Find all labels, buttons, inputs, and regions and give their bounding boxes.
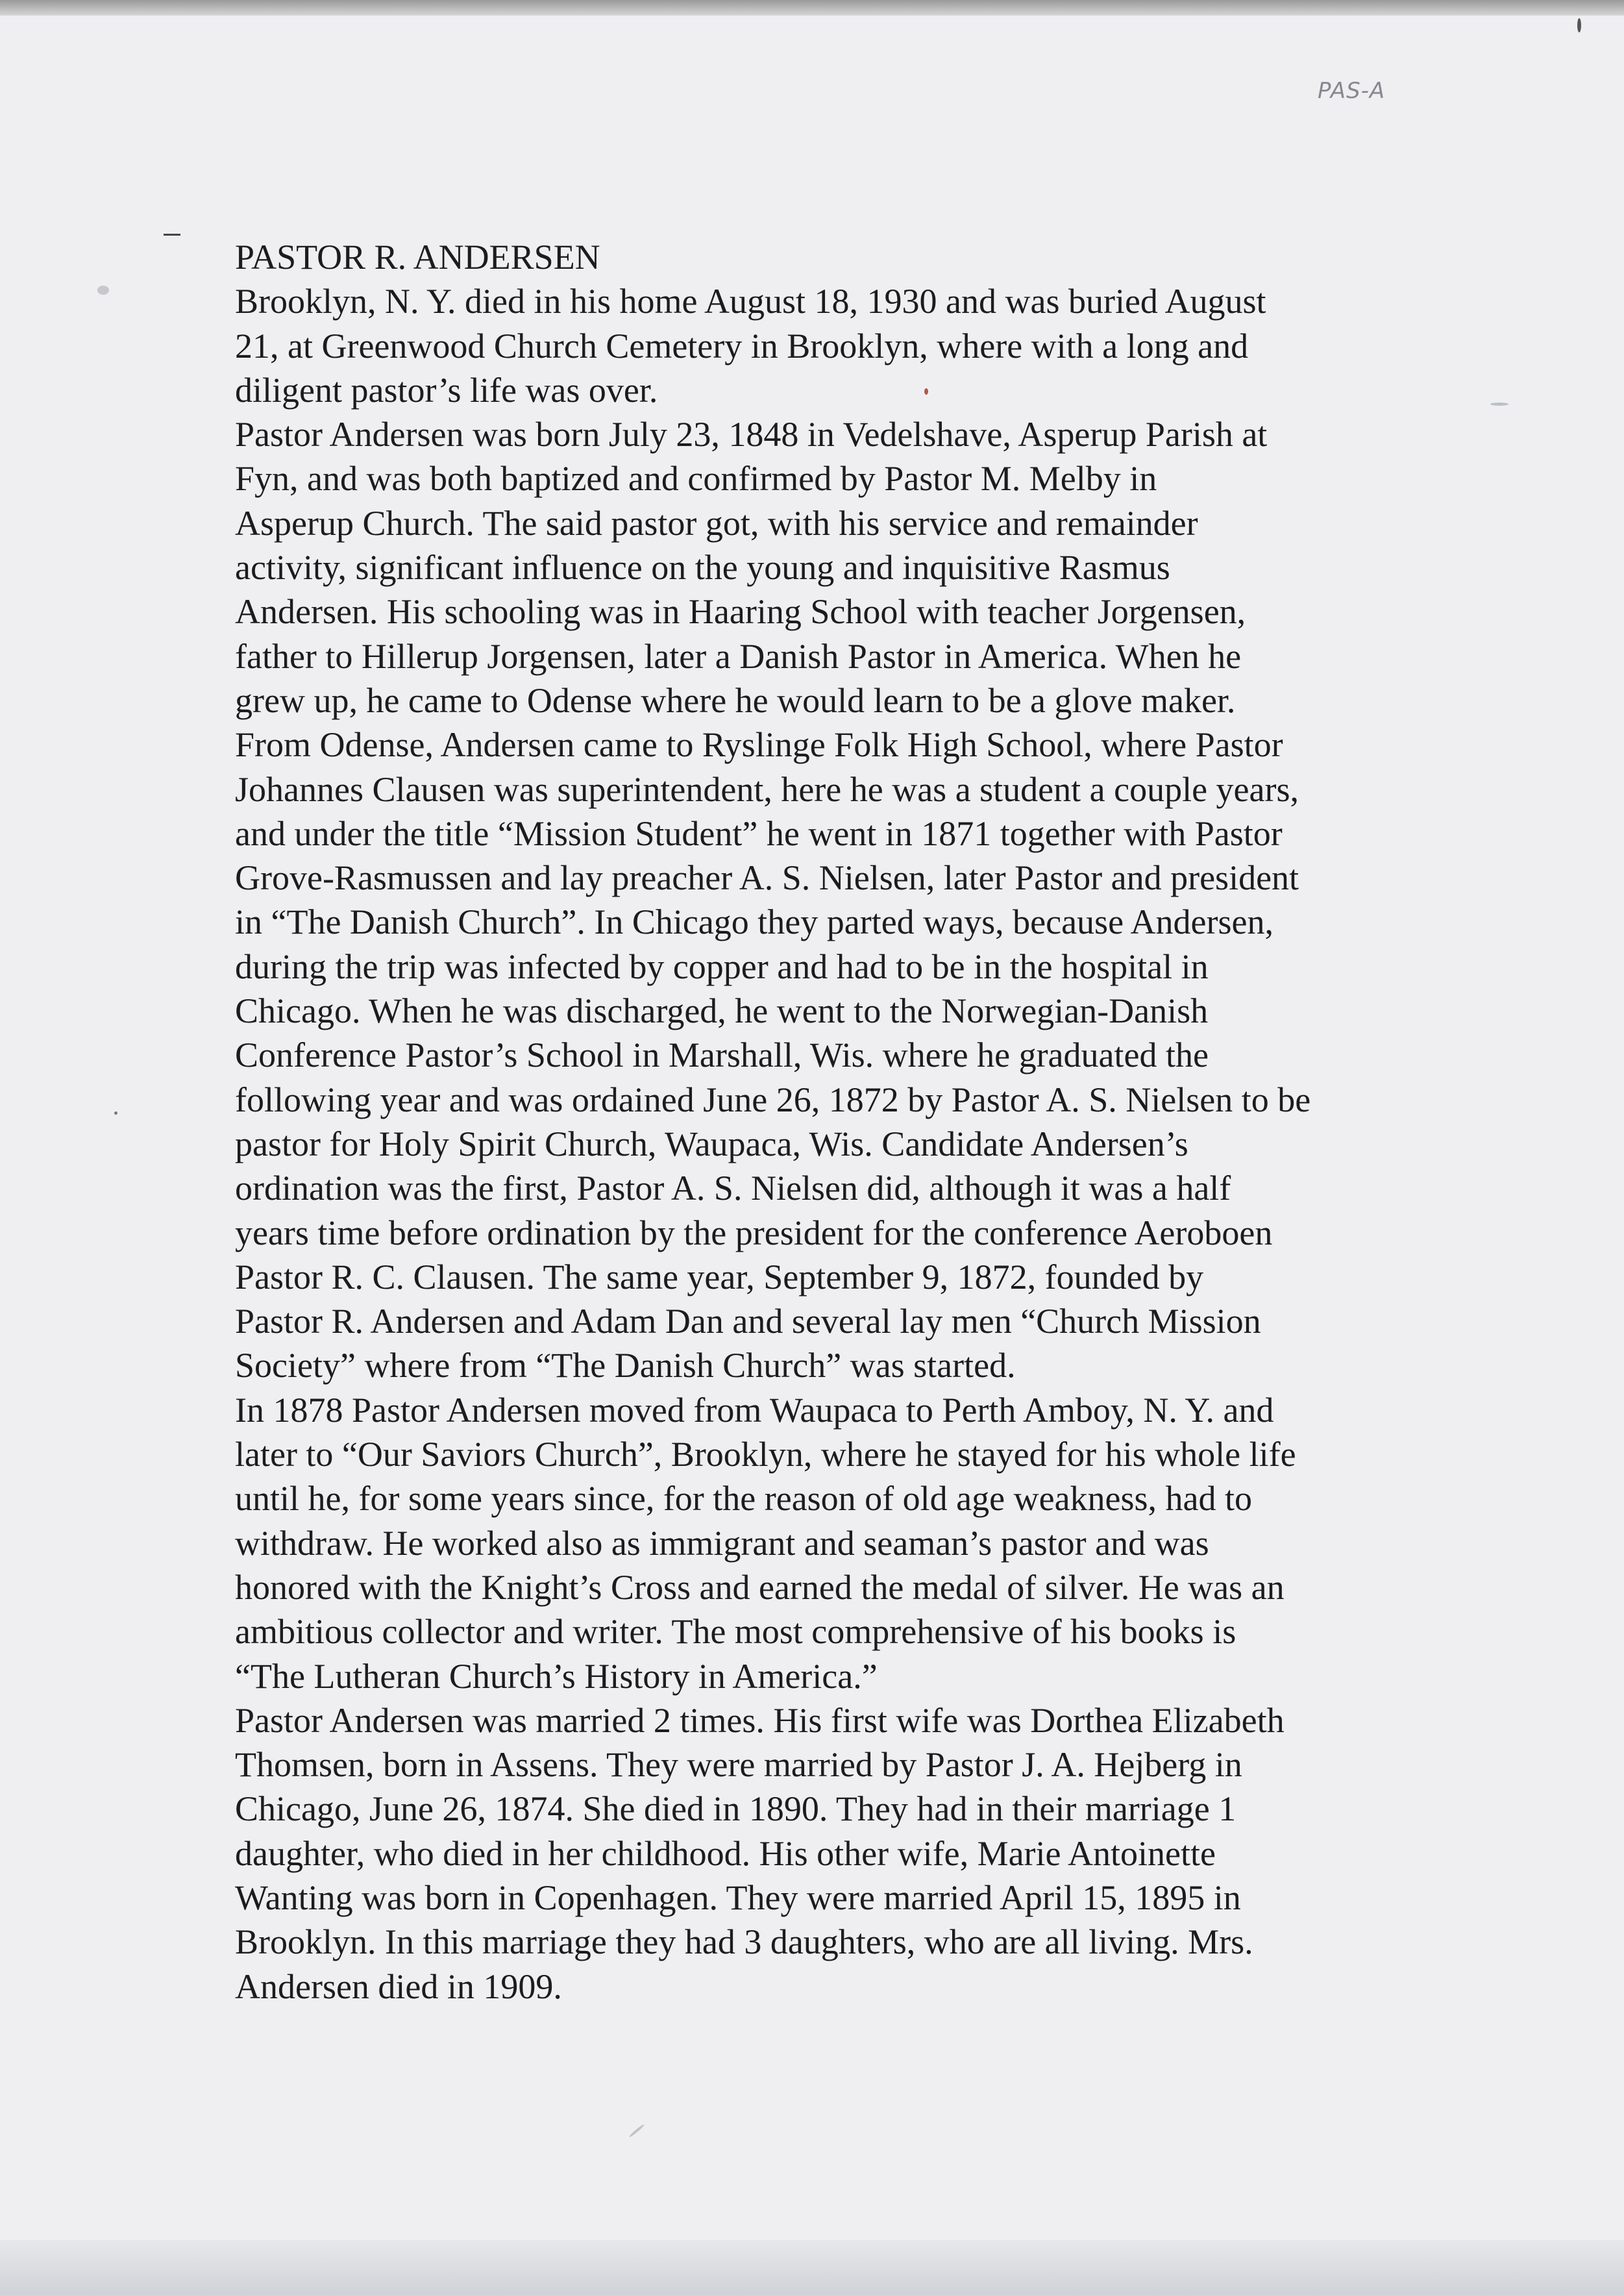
text-line: diligent pastor’s life was over.	[235, 370, 658, 410]
text-line: Pastor R. Andersen and Adam Dan and several lay men “Church Mission	[235, 1302, 1261, 1341]
text-line: activity, significant influence on the young and inquisitive Rasmus	[235, 548, 1170, 588]
margin-dash-mark	[164, 234, 180, 236]
text-line: From Odense, Andersen came to Ryslinge Folk High School, where Pastor	[235, 725, 1283, 765]
text-line: Wanting was born in Copenhagen. They were married April 15, 1895 in	[235, 1878, 1241, 1917]
text-line: Johannes Clausen was superintendent, here he was a student a couple years,	[235, 769, 1299, 809]
text-line: ordination was the first, Pastor A. S. Nielsen did, although it was a half	[235, 1169, 1231, 1208]
text-line: Brooklyn, N. Y. died in his home August 18, 1930 and was buried August	[235, 282, 1266, 321]
text-line: years time before ordination by the president for the conference Aeroboen	[235, 1213, 1273, 1252]
text-line: following year and was ordained June 26, 1872 by Pastor A. S. Nielsen to be	[235, 1080, 1311, 1119]
text-line: until he, for some years since, for the reason of old age weakness, had to	[235, 1479, 1253, 1519]
text-line: ambitious collector and writer. The most comprehensive of his books is	[235, 1612, 1236, 1652]
scan-mark	[1577, 18, 1581, 32]
text-line: grew up, he came to Odense where he would learn to be a glove maker.	[235, 680, 1236, 720]
text-line: Pastor Andersen was married 2 times. His first wife was Dorthea Elizabeth	[235, 1700, 1285, 1740]
text-line: Pastor R. C. Clausen. The same year, September 9, 1872, founded by	[235, 1257, 1204, 1296]
text-line: Asperup Church. The said pastor got, with his service and remainder	[235, 503, 1198, 543]
text-line: withdraw. He worked also as immigrant and seaman’s pastor and was	[235, 1523, 1209, 1563]
text-line: Grove-Rasmussen and lay preacher A. S. Nielsen, later Pastor and president	[235, 858, 1299, 898]
text-line: in “The Danish Church”. In Chicago they parted ways, because Andersen,	[235, 902, 1273, 942]
text-line: Pastor Andersen was born July 23, 1848 in Vedelshave, Asperup Parish at	[235, 415, 1268, 454]
text-line: pastor for Holy Spirit Church, Waupaca, Wis. Candidate Andersen’s	[235, 1124, 1188, 1163]
text-line: Conference Pastor’s School in Marshall, Wis. where he graduated the	[235, 1036, 1209, 1075]
text-line: father to Hillerup Jorgensen, later a Danish Pastor in America. When he	[235, 636, 1242, 676]
text-line: Chicago, June 26, 1874. She died in 1890. They had in their marriage 1	[235, 1789, 1236, 1829]
text-line: Society” where from “The Danish Church” was started.	[235, 1346, 1016, 1385]
text-line: later to “Our Saviors Church”, Brooklyn, where he stayed for his whole life	[235, 1435, 1296, 1474]
text-line: Andersen died in 1909.	[235, 1966, 562, 2006]
ink-speck	[114, 1111, 117, 1115]
text-line: “The Lutheran Church’s History in America.”	[235, 1656, 878, 1696]
scan-edge-top	[0, 0, 1624, 16]
text-line: and under the title “Mission Student” he went in 1871 together with Pastor	[235, 813, 1283, 853]
text-line: daughter, who died in her childhood. His other wife, Marie Antoinette	[235, 1833, 1216, 1873]
document-title: PASTOR R. ANDERSEN	[235, 238, 600, 277]
text-line: honored with the Knight’s Cross and earned the medal of silver. He was an	[235, 1567, 1285, 1607]
scan-smudge	[97, 286, 109, 295]
text-line: Thomsen, born in Assens. They were married by Pastor J. A. Hejberg in	[235, 1745, 1242, 1785]
text-line: Chicago. When he was discharged, he went to the Norwegian-Danish	[235, 991, 1209, 1031]
scan-smudge	[1490, 403, 1508, 406]
text-line: In 1878 Pastor Andersen moved from Waupaca to Perth Amboy, N. Y. and	[235, 1390, 1274, 1430]
handwritten-corner-note: PAS-A	[1318, 78, 1386, 104]
document-body	[235, 235, 1444, 2009]
text-line: 21, at Greenwood Church Cemetery in Brooklyn, where with a long and	[235, 326, 1249, 366]
text-line: Brooklyn. In this marriage they had 3 daughters, who are all living. Mrs.	[235, 1922, 1253, 1962]
text-line: Andersen. His schooling was in Haaring School with teacher Jorgensen,	[235, 592, 1246, 632]
scan-edge-bottom	[0, 2240, 1624, 2295]
text-line: Fyn, and was both baptized and confirmed by Pastor M. Melby in	[235, 459, 1157, 499]
text-line: during the trip was infected by copper and had to be in the hospital in	[235, 947, 1209, 986]
